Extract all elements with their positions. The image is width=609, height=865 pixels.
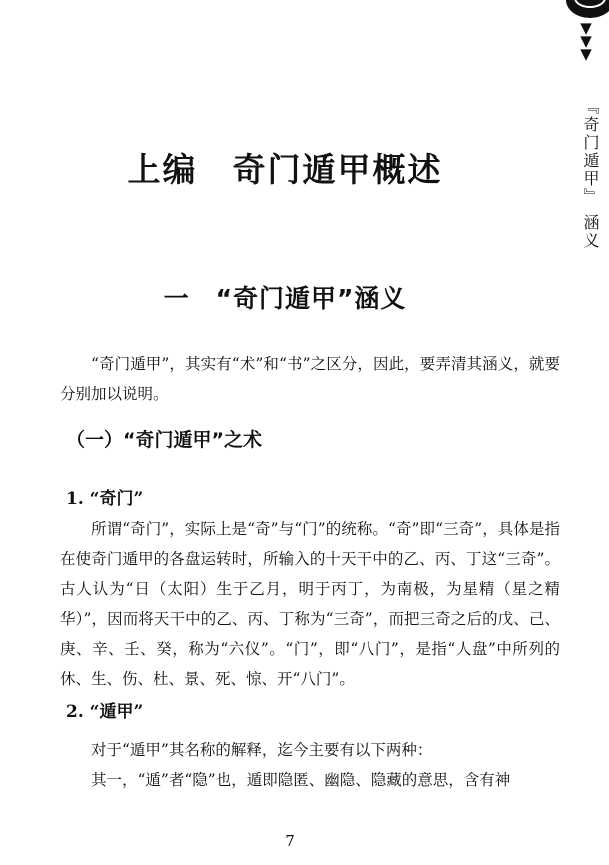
page-number: 7 bbox=[285, 832, 295, 850]
item-heading-dunjia: 2. “遁甲” bbox=[66, 702, 144, 722]
running-header-title: 『奇门遁甲』 bbox=[581, 98, 600, 206]
dunjia-line-2: 其一，“遁”者“隐”也，遁即隐匿、幽隐、隐藏的意思，含有神 bbox=[91, 771, 511, 789]
intro-paragraph bbox=[60, 349, 560, 409]
running-header-subtitle: 涵义 bbox=[581, 214, 600, 250]
subsection-title: （一）“奇门遁甲”之术 bbox=[66, 429, 262, 451]
part-title: 上编 奇门遁甲概述 bbox=[127, 150, 443, 190]
qimen-paragraph bbox=[60, 514, 560, 694]
triangle-arrows-icon: ▼ ▼ ▼ bbox=[580, 19, 592, 63]
dunjia-paragraph bbox=[60, 735, 560, 795]
item-heading-qimen: 1. “奇门” bbox=[66, 489, 144, 509]
section-title: 一 “奇门遁甲”涵义 bbox=[163, 283, 407, 313]
corner-ornament bbox=[566, 0, 609, 18]
intro-text: “奇门遁甲”，其实有“术”和“书”之区分，因此，要弄清其涵义，就要分别加以说明。 bbox=[60, 355, 560, 403]
dunjia-line-1: 对于“遁甲”其名称的解释，迄今主要有以下两种： bbox=[91, 741, 433, 759]
qimen-text: 所谓“奇门”，实际上是“奇”与“门”的统称。“奇”即“三奇”，具体是指在使奇门遁甲的各盘运转时，所输入的十天干中的乙、丙、丁这“三奇”。古人认为“日（太阳）生于乙月，明于丙丁，为南极，为星精（星之精华）”，因而将天干中的乙、丙、丁称为“三奇”，而把三奇之后的戊、己、庚、辛、壬、癸，称为“六仪”。“门”，即“八门”，是指“人盘”中所列的休、生、伤、杜、景、死、惊、开“八门”。 bbox=[60, 520, 560, 688]
